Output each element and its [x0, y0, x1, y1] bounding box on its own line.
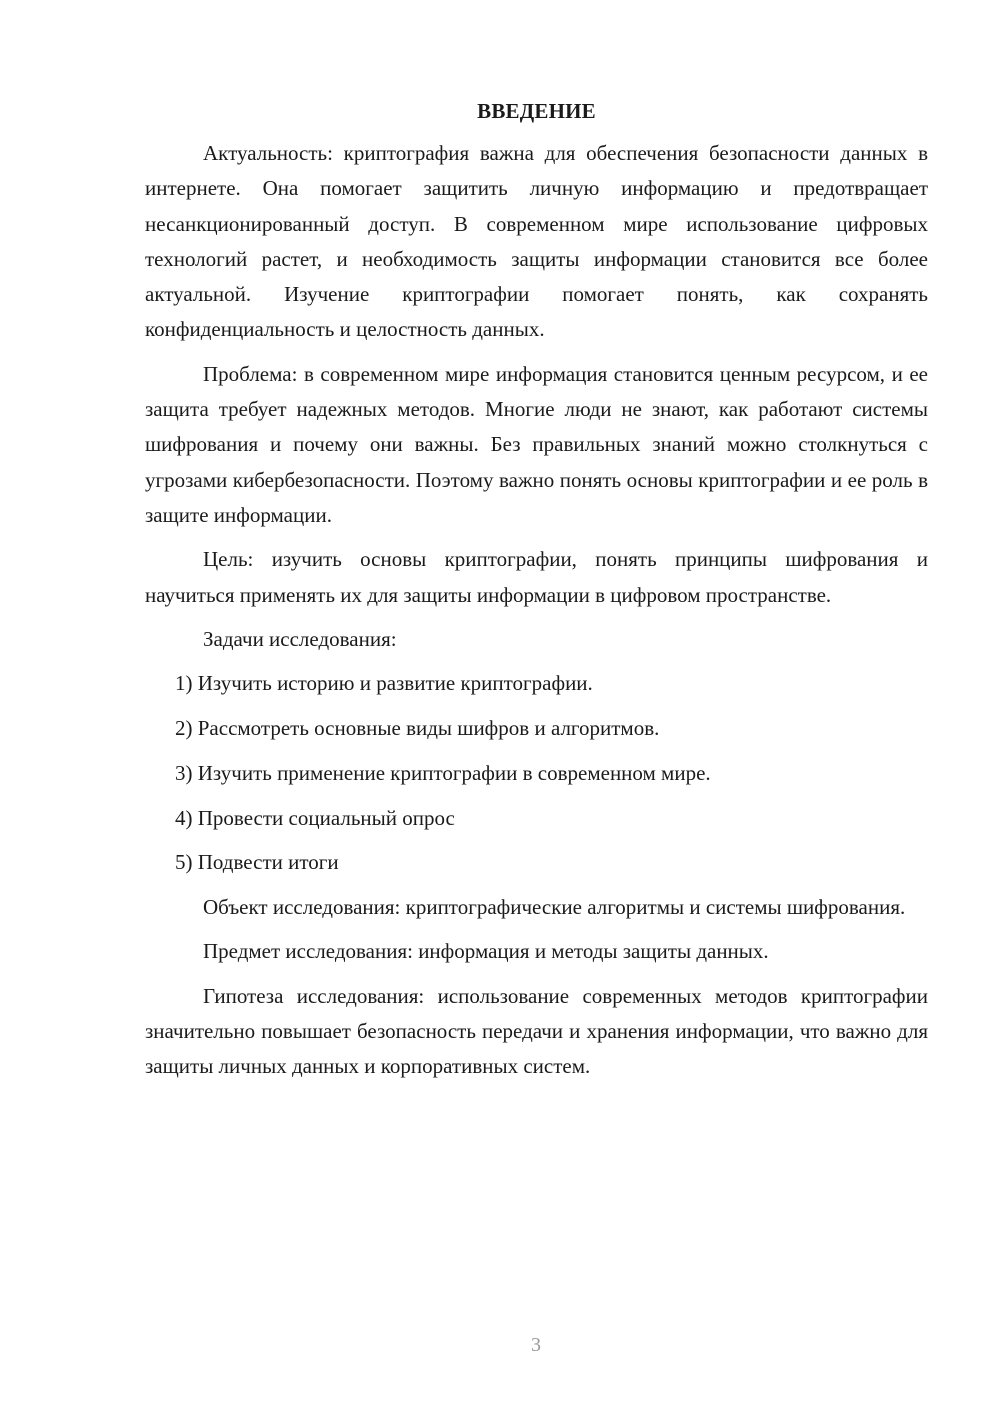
task-list: [145, 666, 928, 880]
list-item: 4) Провести социальный опрос: [175, 805, 455, 830]
list-item: 1) Изучить историю и развитие криптографии.: [175, 671, 593, 696]
paragraph-subject: Предмет исследования: информация и методы защиты данных.: [203, 939, 769, 964]
list-item: 5) Подвести итоги: [175, 850, 339, 875]
paragraph-goal: Цель: изучить основы криптографии, понять принципы шифрования и научиться применять их для защиты информации в цифровом пространстве.: [145, 547, 928, 607]
paragraph-problem: Проблема: в современном мире информация становится ценным ресурсом, и ее защита требует надежных методов. Многие люди не знают, как работают системы шифрования и почему они важны. Без правильных знаний можно столкнуться с угрозами кибербезопасности. Поэтому важно понять основы криптографии и ее роль в защите информации.: [145, 361, 928, 527]
list-item: 2) Рассмотреть основные виды шифров и алгоритмов.: [175, 715, 660, 740]
page-number: 3: [531, 1334, 541, 1356]
list-item: 3) Изучить применение криптографии в современном мире.: [175, 760, 711, 785]
paragraph-object: Объект исследования: криптографические алгоритмы и системы шифрования.: [203, 895, 906, 920]
paragraph-relevance: Актуальность: криптография важна для обеспечения безопасности данных в интернете. Она помогает защитить личную информацию и предотвращает несанкционированный доступ. В современном мире использование цифровых технологий растет, и необходимость защиты информации становится все более актуальной. Изучение криптографии помогает понять, как сохранять конфиденциальность и целостность данных.: [145, 141, 928, 342]
paragraph-tasks-heading: Задачи исследования:: [203, 626, 397, 651]
page-title: ВВЕДЕНИЕ: [477, 99, 596, 123]
page-content: [145, 96, 928, 1094]
paragraph-hypothesis: Гипотеза исследования: использование современных методов криптографии значительно повышает безопасность передачи и хранения информации, что важно для защиты личных данных и корпоративных систем.: [145, 983, 928, 1079]
